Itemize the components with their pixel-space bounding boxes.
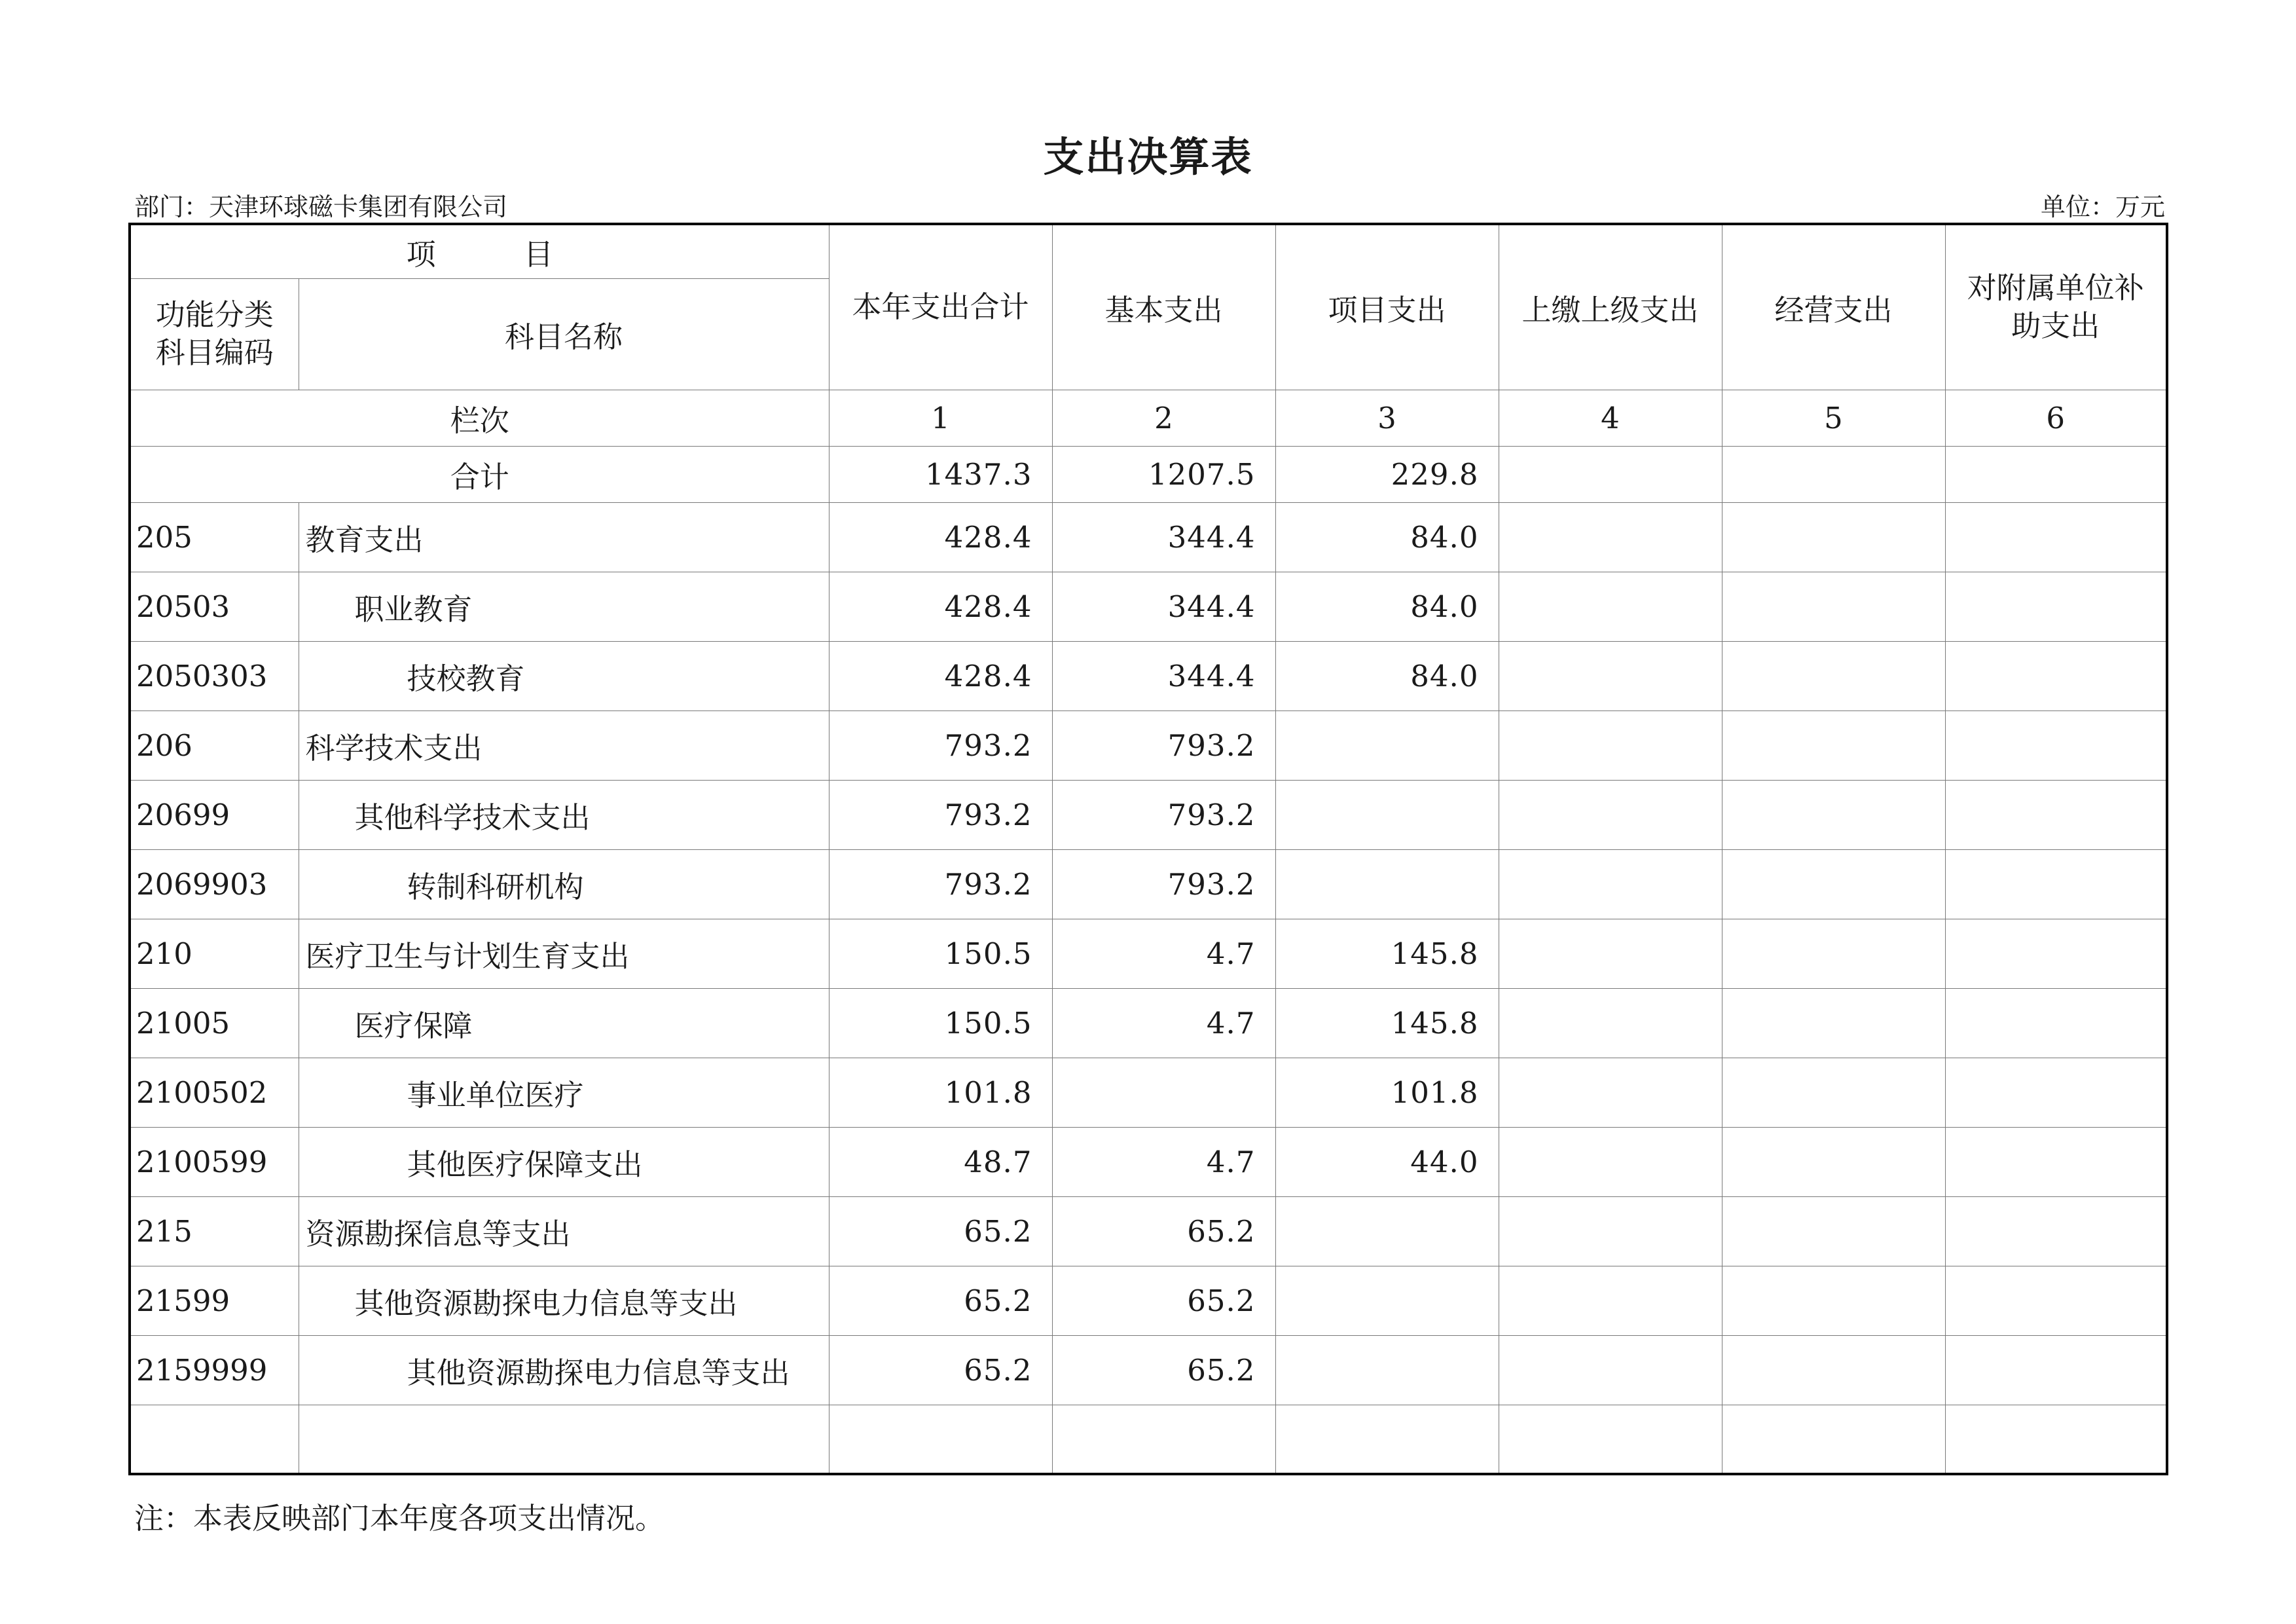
row-subject-name: 其他科学技术支出 — [299, 780, 829, 849]
unit-label: 单位：万元 — [2040, 193, 2165, 221]
row-value-col-3 — [1275, 1196, 1499, 1266]
column-index-row — [130, 390, 2167, 446]
row-value-col-2: 4.7 — [1052, 919, 1275, 988]
row-code: 215 — [130, 1196, 299, 1266]
total-label: 合计 — [130, 446, 829, 502]
row-subject-name: 科学技术支出 — [299, 710, 829, 780]
header-subsidy: 对附属单位补助支出 — [1945, 224, 2167, 390]
table-row — [130, 572, 2167, 641]
row-value-col-5 — [1722, 502, 1945, 572]
row-subject-name: 教育支出 — [299, 502, 829, 572]
table-row — [130, 849, 2167, 919]
row-code — [130, 1405, 299, 1474]
header-basic: 基本支出 — [1052, 224, 1275, 390]
row-value-col-3: 145.8 — [1275, 988, 1499, 1058]
table-row — [130, 780, 2167, 849]
total-value-5 — [1722, 446, 1945, 502]
row-value-col-3: 84.0 — [1275, 502, 1499, 572]
row-value-col-5 — [1722, 1127, 1945, 1196]
column-index-5: 5 — [1722, 390, 1945, 446]
column-index-6: 6 — [1945, 390, 2167, 446]
row-subject-name: 其他资源勘探电力信息等支出 — [299, 1266, 829, 1335]
row-value-col-1: 48.7 — [829, 1127, 1052, 1196]
row-value-col-4 — [1499, 710, 1722, 780]
row-value-col-5 — [1722, 1058, 1945, 1127]
row-value-col-6 — [1945, 1405, 2167, 1474]
row-value-col-6 — [1945, 641, 2167, 710]
row-value-col-1: 793.2 — [829, 780, 1052, 849]
row-value-col-3: 84.0 — [1275, 641, 1499, 710]
row-value-col-4 — [1499, 1405, 1722, 1474]
row-code: 21599 — [130, 1266, 299, 1335]
row-code: 20699 — [130, 780, 299, 849]
row-value-col-4 — [1499, 502, 1722, 572]
row-value-col-1: 65.2 — [829, 1335, 1052, 1405]
row-value-col-1: 793.2 — [829, 849, 1052, 919]
table-row — [130, 919, 2167, 988]
row-subject-name: 转制科研机构 — [299, 849, 829, 919]
row-value-col-5 — [1722, 1335, 1945, 1405]
row-value-col-5 — [1722, 1196, 1945, 1266]
row-value-col-4 — [1499, 780, 1722, 849]
row-value-col-6 — [1945, 1196, 2167, 1266]
row-value-col-4 — [1499, 1127, 1722, 1196]
row-subject-name: 医疗卫生与计划生育支出 — [299, 919, 829, 988]
table-row — [130, 1196, 2167, 1266]
header-project: 项 目 — [130, 224, 829, 278]
row-value-col-4 — [1499, 919, 1722, 988]
row-value-col-3 — [1275, 780, 1499, 849]
row-code: 2069903 — [130, 849, 299, 919]
row-value-col-4 — [1499, 1196, 1722, 1266]
row-value-col-6 — [1945, 780, 2167, 849]
table-row — [130, 502, 2167, 572]
row-value-col-2: 344.4 — [1052, 502, 1275, 572]
row-subject-name — [299, 1405, 829, 1474]
header-business: 经营支出 — [1722, 224, 1945, 390]
row-value-col-1: 101.8 — [829, 1058, 1052, 1127]
header-func-code: 功能分类科目编码 — [130, 278, 299, 390]
row-value-col-3 — [1275, 849, 1499, 919]
row-subject-name: 职业教育 — [299, 572, 829, 641]
total-value-6 — [1945, 446, 2167, 502]
row-value-col-3: 44.0 — [1275, 1127, 1499, 1196]
row-value-col-6 — [1945, 919, 2167, 988]
row-value-col-6 — [1945, 1335, 2167, 1405]
table-row — [130, 1266, 2167, 1335]
row-value-col-3 — [1275, 1266, 1499, 1335]
table-row — [130, 710, 2167, 780]
row-value-col-6 — [1945, 849, 2167, 919]
row-value-col-1: 150.5 — [829, 919, 1052, 988]
row-value-col-4 — [1499, 1335, 1722, 1405]
row-value-col-6 — [1945, 1266, 2167, 1335]
total-row — [130, 446, 2167, 502]
row-value-col-6 — [1945, 1127, 2167, 1196]
row-subject-name: 事业单位医疗 — [299, 1058, 829, 1127]
row-value-col-4 — [1499, 849, 1722, 919]
row-value-col-6 — [1945, 572, 2167, 641]
row-value-col-2: 65.2 — [1052, 1196, 1275, 1266]
total-value-3: 229.8 — [1275, 446, 1499, 502]
row-subject-name: 医疗保障 — [299, 988, 829, 1058]
column-index-3: 3 — [1275, 390, 1499, 446]
row-value-col-1: 793.2 — [829, 710, 1052, 780]
row-value-col-2: 793.2 — [1052, 849, 1275, 919]
row-code: 20503 — [130, 572, 299, 641]
row-value-col-2: 65.2 — [1052, 1266, 1275, 1335]
row-value-col-6 — [1945, 502, 2167, 572]
row-value-col-3: 145.8 — [1275, 919, 1499, 988]
header-project-expense: 项目支出 — [1275, 224, 1499, 390]
row-value-col-4 — [1499, 1266, 1722, 1335]
row-value-col-3 — [1275, 1405, 1499, 1474]
row-value-col-1 — [829, 1405, 1052, 1474]
row-value-col-1: 428.4 — [829, 502, 1052, 572]
row-code: 205 — [130, 502, 299, 572]
row-value-col-2 — [1052, 1058, 1275, 1127]
column-index-1: 1 — [829, 390, 1052, 446]
row-subject-name: 资源勘探信息等支出 — [299, 1196, 829, 1266]
footnote: 注：本表反映部门本年度各项支出情况。 — [134, 1501, 665, 1536]
row-subject-name: 其他资源勘探电力信息等支出 — [299, 1335, 829, 1405]
row-value-col-3 — [1275, 710, 1499, 780]
table-row — [130, 1335, 2167, 1405]
row-code: 2100599 — [130, 1127, 299, 1196]
row-value-col-5 — [1722, 988, 1945, 1058]
row-value-col-5 — [1722, 572, 1945, 641]
row-value-col-4 — [1499, 988, 1722, 1058]
row-value-col-2: 344.4 — [1052, 572, 1275, 641]
row-value-col-3: 101.8 — [1275, 1058, 1499, 1127]
column-index-label: 栏次 — [130, 390, 829, 446]
table-row — [130, 1058, 2167, 1127]
header-row-1 — [130, 224, 2167, 278]
header-upper: 上缴上级支出 — [1499, 224, 1722, 390]
row-code: 2050303 — [130, 641, 299, 710]
row-subject-name: 技校教育 — [299, 641, 829, 710]
total-value-1: 1437.3 — [829, 446, 1052, 502]
row-value-col-5 — [1722, 919, 1945, 988]
total-value-4 — [1499, 446, 1722, 502]
total-value-2: 1207.5 — [1052, 446, 1275, 502]
row-value-col-2: 793.2 — [1052, 780, 1275, 849]
page-title: 支出决算表 — [1043, 133, 1253, 181]
row-code: 206 — [130, 710, 299, 780]
table-row — [130, 988, 2167, 1058]
row-value-col-4 — [1499, 1058, 1722, 1127]
row-value-col-6 — [1945, 710, 2167, 780]
header-total: 本年支出合计 — [829, 224, 1052, 390]
row-value-col-2: 793.2 — [1052, 710, 1275, 780]
row-value-col-2 — [1052, 1405, 1275, 1474]
column-index-2: 2 — [1052, 390, 1275, 446]
row-value-col-1: 65.2 — [829, 1196, 1052, 1266]
table-row — [130, 1127, 2167, 1196]
department-label: 部门：天津环球磁卡集团有限公司 — [134, 193, 508, 221]
row-value-col-5 — [1722, 641, 1945, 710]
row-code: 210 — [130, 919, 299, 988]
table-row — [130, 1405, 2167, 1474]
row-value-col-1: 150.5 — [829, 988, 1052, 1058]
row-value-col-5 — [1722, 849, 1945, 919]
row-value-col-5 — [1722, 1405, 1945, 1474]
row-value-col-3: 84.0 — [1275, 572, 1499, 641]
row-value-col-2: 344.4 — [1052, 641, 1275, 710]
row-value-col-2: 4.7 — [1052, 988, 1275, 1058]
row-value-col-5 — [1722, 1266, 1945, 1335]
row-value-col-1: 428.4 — [829, 641, 1052, 710]
table-row — [130, 641, 2167, 710]
row-value-col-3 — [1275, 1335, 1499, 1405]
table-body — [130, 224, 2167, 1474]
row-value-col-4 — [1499, 641, 1722, 710]
row-value-col-6 — [1945, 988, 2167, 1058]
row-code: 2159999 — [130, 1335, 299, 1405]
row-value-col-2: 4.7 — [1052, 1127, 1275, 1196]
row-code: 2100502 — [130, 1058, 299, 1127]
header-subject-name: 科目名称 — [299, 278, 829, 390]
row-subject-name: 其他医疗保障支出 — [299, 1127, 829, 1196]
row-value-col-2: 65.2 — [1052, 1335, 1275, 1405]
column-index-4: 4 — [1499, 390, 1722, 446]
row-value-col-5 — [1722, 710, 1945, 780]
row-value-col-1: 428.4 — [829, 572, 1052, 641]
row-value-col-5 — [1722, 780, 1945, 849]
row-value-col-1: 65.2 — [829, 1266, 1052, 1335]
row-value-col-4 — [1499, 572, 1722, 641]
row-value-col-6 — [1945, 1058, 2167, 1127]
row-code: 21005 — [130, 988, 299, 1058]
expenditure-table — [128, 223, 2168, 1475]
